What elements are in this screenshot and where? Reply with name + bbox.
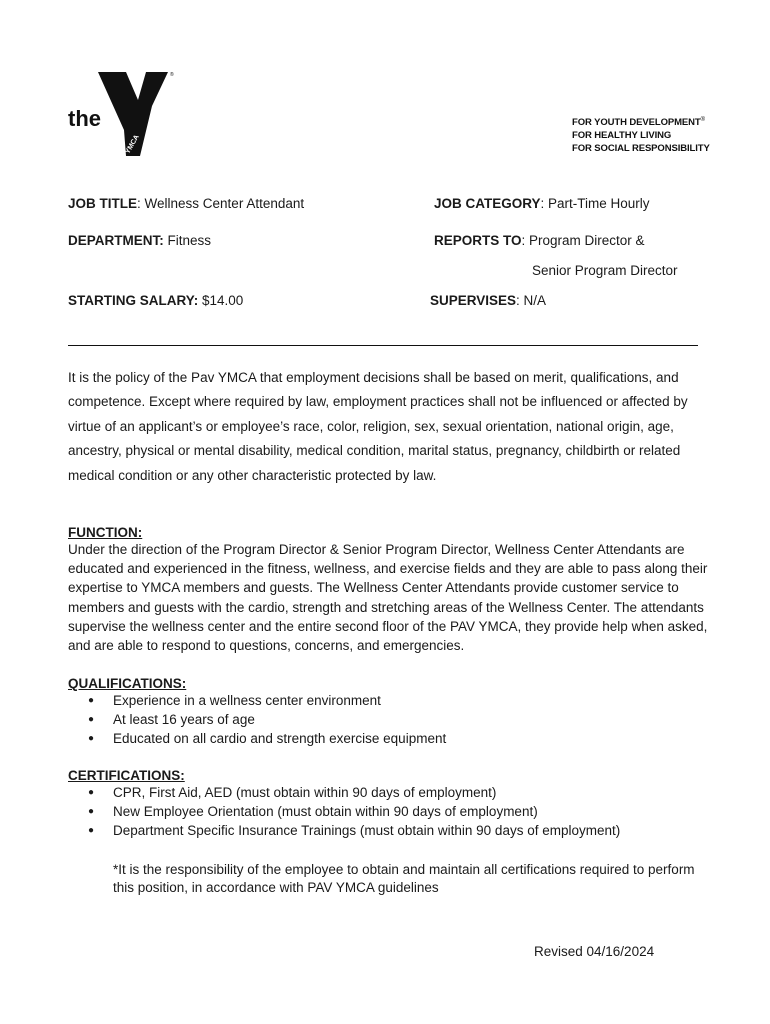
list-item: ● Experience in a wellness center environment (68, 691, 708, 710)
reports-to (434, 233, 645, 248)
list-item: ● At least 16 years of age (68, 710, 708, 729)
list-item: ● Educated on all cardio and strength exercise equipment (68, 729, 708, 748)
reports-to-value-2: Senior Program Director (532, 263, 678, 278)
policy-statement: It is the policy of the Pav YMCA that employment decisions shall be based on merit, qualifications, and competence. Except where required by law, employment practices shall not be influenced or affected by virtue of an applicant’s or employee’s race, color, religion, sex, sexual orientation, national origin, age, ancestry, physical or mental disability, medical condition, marital status, pregnancy, childbirth or related medical condition or any other characteristic protected by law. (68, 370, 688, 483)
department (68, 233, 211, 248)
certifications-list (68, 783, 708, 840)
divider (68, 345, 698, 346)
svg-text:YMCA: YMCA (124, 133, 141, 156)
reports-to-label: REPORTS TO (434, 233, 522, 248)
reports-to-value: : Program Director & (521, 233, 645, 248)
svg-text:the: the (68, 106, 101, 131)
list-item: ● New Employee Orientation (must obtain within 90 days of employment) (68, 802, 708, 821)
ymca-y-mark-icon (68, 68, 178, 160)
job-category-label: JOB CATEGORY (434, 196, 541, 211)
starting-salary-value: $14.00 (198, 293, 244, 308)
certifications-heading: CERTIFICATIONS: (68, 768, 185, 783)
certifications-section (68, 768, 708, 840)
job-title-value: : Wellness Center Attendant (137, 196, 305, 211)
certifications-note: *It is the responsibility of the employee to obtain and maintain all certifications required to perform this position, in accordance with PAV YMCA guidelines (113, 862, 695, 895)
department-label: DEPARTMENT: (68, 233, 164, 248)
ymca-logo (68, 68, 178, 160)
job-category (434, 196, 650, 211)
function-heading: FUNCTION: (68, 525, 143, 540)
starting-salary (68, 293, 243, 308)
qualifications-section (68, 676, 708, 748)
tagline-line-2: FOR HEALTHY LIVING (572, 130, 672, 142)
list-item: ● Department Specific Insurance Trainings (must obtain within 90 days of employment) (68, 821, 708, 840)
function-body: Under the direction of the Program Director & Senior Program Director, Wellness Center Attendants are educated and experienced in the fitness, wellness, and exercise fields and they are able to pass along their expertise to YMCA members and guests. The Wellness Center Attendants provide customer service to members and guests with the cardio, strength and stretching areas of the Wellness Center. The attendants supervise the wellness center and the entire second floor of the PAV YMCA, they provide help when asked, and are able to respond to questions, concerns, and emergencies. (68, 542, 708, 654)
tagline-line-3: FOR SOCIAL RESPONSIBILITY (572, 143, 710, 155)
starting-salary-label: STARTING SALARY: (68, 293, 199, 308)
job-category-value: : Part-Time Hourly (540, 196, 650, 211)
svg-text:®: ® (170, 72, 174, 78)
revised-date: Revised 04/16/2024 (534, 944, 655, 959)
job-title (68, 196, 304, 211)
list-item: ● CPR, First Aid, AED (must obtain within 90 days of employment) (68, 783, 708, 802)
tagline-line-1: FOR YOUTH DEVELOPMENT® (572, 117, 705, 129)
function-section (68, 525, 708, 655)
qualifications-heading: QUALIFICATIONS: (68, 676, 187, 691)
tagline (572, 114, 710, 155)
supervises-value: : N/A (516, 293, 547, 308)
supervises (430, 293, 546, 308)
supervises-label: SUPERVISES (430, 293, 517, 308)
job-title-label: JOB TITLE (68, 196, 138, 211)
department-value: Fitness (163, 233, 212, 248)
qualifications-list (68, 691, 708, 748)
